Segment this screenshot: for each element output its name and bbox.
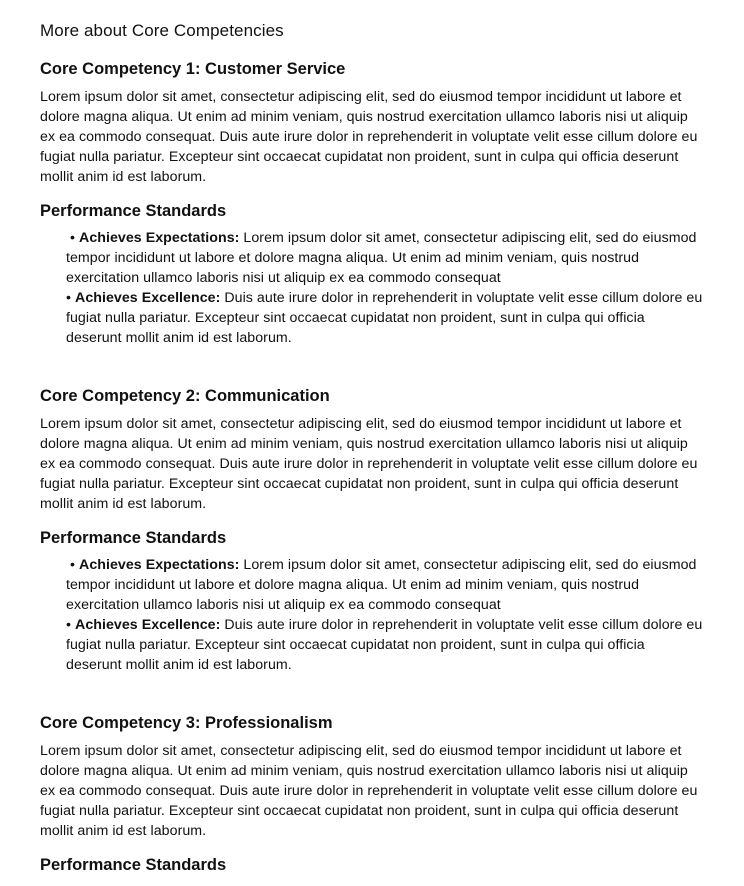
competency-heading: Core Competency 2: Communication	[40, 387, 330, 405]
competency-3	[40, 712, 704, 876]
standard-text: Lorem ipsum dolor sit amet, consectetur adipiscing elit, sed do eiusmod tempor incididunt ut labore et dolore magna aliqua. Ut enim ad minim veniam, quis nostrud exercitation ullamco laboris nisi ut aliquip ex ea commodo consequat	[66, 230, 697, 286]
competency-2	[40, 385, 704, 675]
bullet: •	[66, 290, 72, 306]
competency-description: Lorem ipsum dolor sit amet, consectetur adipiscing elit, sed do eiusmod tempor incididunt ut labore et dolore magna aliqua. Ut enim ad minim veniam, quis nostrud exercitation ullamco laboris nisi ut aliquip ex ea commodo consequat. Duis aute irure dolor in reprehenderit in voluptate velit esse cillum dolore eu fugiat nulla pariatur. Excepteur sint occaecat cupidatat non proident, sunt in culpa qui officia deserunt mollit anim id est laborum.	[40, 89, 698, 185]
competency-description: Lorem ipsum dolor sit amet, consectetur adipiscing elit, sed do eiusmod tempor incididunt ut labore et dolore magna aliqua. Ut enim ad minim veniam, quis nostrud exercitation ullamco laboris nisi ut aliquip ex ea commodo consequat. Duis aute irure dolor in reprehenderit in voluptate velit esse cillum dolore eu fugiat nulla pariatur. Excepteur sint occaecat cupidatat non proident, sunt in culpa qui officia deserunt mollit anim id est laborum.	[40, 743, 698, 839]
page-title: More about Core Competencies	[40, 21, 284, 40]
standard-label: Achieves Excellence:	[75, 290, 221, 306]
performance-standards-list	[40, 555, 704, 675]
bullet: •	[70, 230, 76, 246]
standard-label: Achieves Expectations:	[79, 557, 240, 573]
performance-standards-heading: Performance Standards	[40, 529, 227, 547]
bullet: •	[70, 557, 76, 573]
performance-standards-heading: Performance Standards	[40, 856, 227, 874]
standard-item	[66, 288, 704, 348]
competency-description: Lorem ipsum dolor sit amet, consectetur adipiscing elit, sed do eiusmod tempor incididunt ut labore et dolore magna aliqua. Ut enim ad minim veniam, quis nostrud exercitation ullamco laboris nisi ut aliquip ex ea commodo consequat. Duis aute irure dolor in reprehenderit in voluptate velit esse cillum dolore eu fugiat nulla pariatur. Excepteur sint occaecat cupidatat non proident, sunt in culpa qui officia deserunt mollit anim id est laborum.	[40, 416, 698, 512]
standard-text: Duis aute irure dolor in reprehenderit in voluptate velit esse cillum dolore eu fugiat nulla pariatur. Excepteur sint occaecat cupidatat non proident, sunt in culpa qui officia deserunt mollit anim id est laborum.	[66, 617, 703, 673]
standard-label: Achieves Excellence:	[75, 617, 221, 633]
performance-standards-list	[40, 228, 704, 348]
competency-heading: Core Competency 3: Professionalism	[40, 714, 333, 732]
standard-text: Duis aute irure dolor in reprehenderit in voluptate velit esse cillum dolore eu fugiat nulla pariatur. Excepteur sint occaecat cupidatat non proident, sunt in culpa qui officia deserunt mollit anim id est laborum.	[66, 290, 703, 346]
standard-item	[66, 555, 704, 615]
competency-heading: Core Competency 1: Customer Service	[40, 60, 346, 78]
competency-1	[40, 58, 704, 348]
standard-text: Lorem ipsum dolor sit amet, consectetur adipiscing elit, sed do eiusmod tempor incididunt ut labore et dolore magna aliqua. Ut enim ad minim veniam, quis nostrud exercitation ullamco laboris nisi ut aliquip ex ea commodo consequat	[66, 557, 697, 613]
bullet: •	[66, 617, 72, 633]
standard-label: Achieves Expectations:	[79, 230, 240, 246]
standard-item	[66, 228, 704, 288]
standard-item	[66, 615, 704, 675]
performance-standards-heading: Performance Standards	[40, 202, 227, 220]
